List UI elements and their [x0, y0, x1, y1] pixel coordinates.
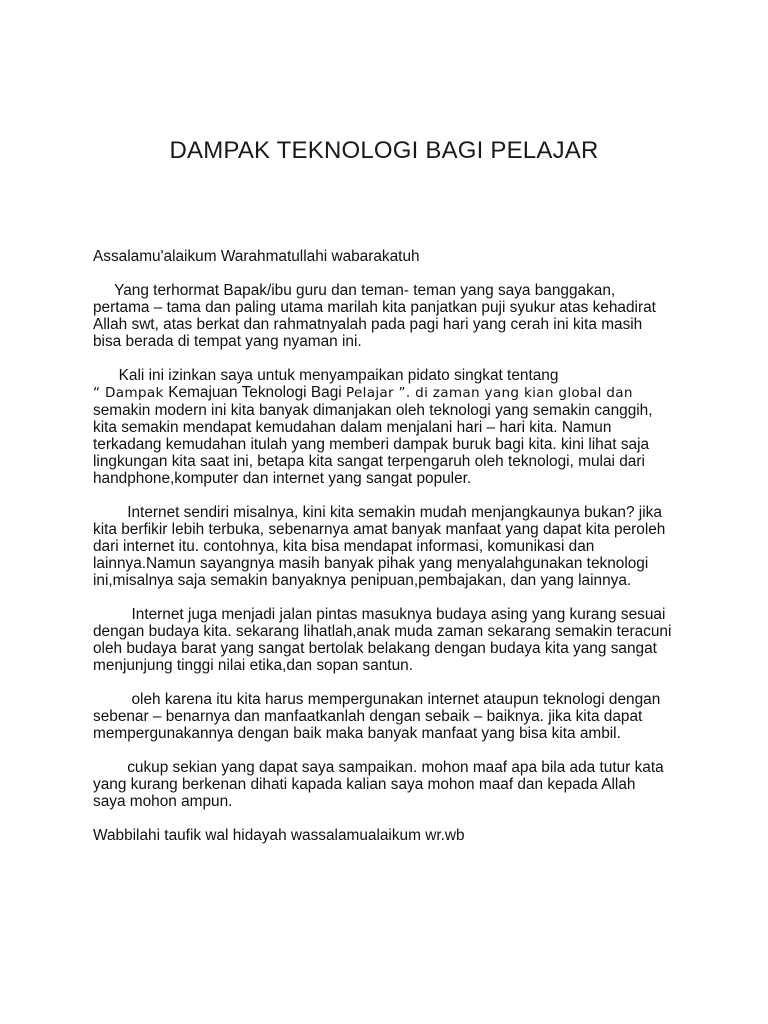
paragraph-advice: [93, 691, 683, 742]
paragraph-culture: [93, 606, 683, 674]
page-title: DAMPAK TEKNOLOGI BAGI PELAJAR: [169, 137, 599, 164]
text-line: dari internet itu. contohnya, kita bisa mendapat informasi, komunikasi dan: [93, 538, 595, 555]
paragraph-opening: [93, 282, 683, 350]
text-line: Internet juga menjadi jalan pintas masuknya budaya asing yang kurang sesuai: [93, 606, 666, 623]
text-line: Yang terhormat Bapak/ibu guru dan teman- teman yang saya banggakan,: [93, 282, 616, 299]
text-line: Kali ini izinkan saya untuk menyampaikan pidato singkat tentang: [93, 367, 559, 384]
text-line: ini,misalnya saja semakin banyaknya penipuan,pembajakan, dan yang lainnya.: [93, 572, 632, 589]
closing-line: Wabbilahi taufik wal hidayah wassalamualaikum wr.wb: [93, 827, 465, 844]
text-line: oleh budaya barat yang sangat bertolak belakang dengan budaya kita yang sangat: [93, 640, 657, 657]
text-line: yang kurang berkenan dihati kapada kalian saya mohon maaf dan kepada Allah: [93, 776, 636, 793]
text-line: lainnya.Namun sayangnya masih banyak pihak yang menyalahgunakan teknologi: [93, 555, 649, 572]
text-line: bisa berada di tempat yang nyaman ini.: [93, 333, 362, 350]
text-line: Internet sendiri misalnya, kini kita semakin mudah menjangkaunya bukan? jika: [93, 504, 662, 521]
text-line: oleh karena itu kita harus mempergunakan internet ataupun teknologi dengan: [93, 691, 661, 708]
text-line: semakin modern ini kita banyak dimanjakan oleh teknologi yang semakin canggih,: [93, 402, 653, 419]
greeting-line: Assalamu'alaikum Warahmatullahi wabarakatuh: [93, 248, 420, 265]
text-line: saya mohon ampun.: [93, 793, 233, 810]
topic-line: [93, 384, 683, 402]
topic-quote-open: “ Dampak: [93, 385, 169, 401]
paragraph-internet: [93, 504, 683, 589]
topic-quote-close: Pelajar ”. di zaman yang kian global dan: [345, 385, 633, 401]
text-line: sebenar – benarnya dan manfaatkanlah dengan sebaik – baiknya. jika kita dapat: [93, 708, 643, 725]
document-body: [93, 248, 683, 861]
text-line: terkadang kemudahan itulah yang memberi dampak buruk bagi kita. kini lihat saja: [93, 436, 650, 453]
text-line: kita semakin mendapat kemudahan dalam menjalani hari – hari kita. Namun: [93, 419, 612, 436]
text-line: kita berfikir lebih terbuka, sebenarnya amat banyak manfaat yang dapat kita peroleh: [93, 521, 666, 538]
text-line: handphone,komputer dan internet yang sangat populer.: [93, 470, 472, 487]
text-line: cukup sekian yang dapat saya sampaikan. mohon maaf apa bila ada tutur kata: [93, 759, 664, 776]
topic-highlight: Kemajuan Teknologi Bagi: [168, 384, 346, 401]
paragraph-topic: [93, 367, 683, 487]
text-line: pertama – tama dan paling utama marilah kita panjatkan puji syukur atas kehadirat: [93, 299, 656, 316]
text-line: lingkungan kita saat ini, betapa kita sangat terpengaruh oleh teknologi, mulai dari: [93, 453, 645, 470]
text-line: dengan budaya kita. sekarang lihatlah,anak muda zaman sekarang semakin teracuni: [93, 623, 672, 640]
text-line: mempergunakannya dengan baik maka banyak manfaat yang bisa kita ambil.: [93, 725, 621, 742]
text-line: menjunjung tinggi nilai etika,dan sopan santun.: [93, 657, 414, 674]
paragraph-closing-remarks: [93, 759, 683, 810]
text-line: Allah swt, atas berkat dan rahmatnyalah pada pagi hari yang cerah ini kita masih: [93, 316, 643, 333]
